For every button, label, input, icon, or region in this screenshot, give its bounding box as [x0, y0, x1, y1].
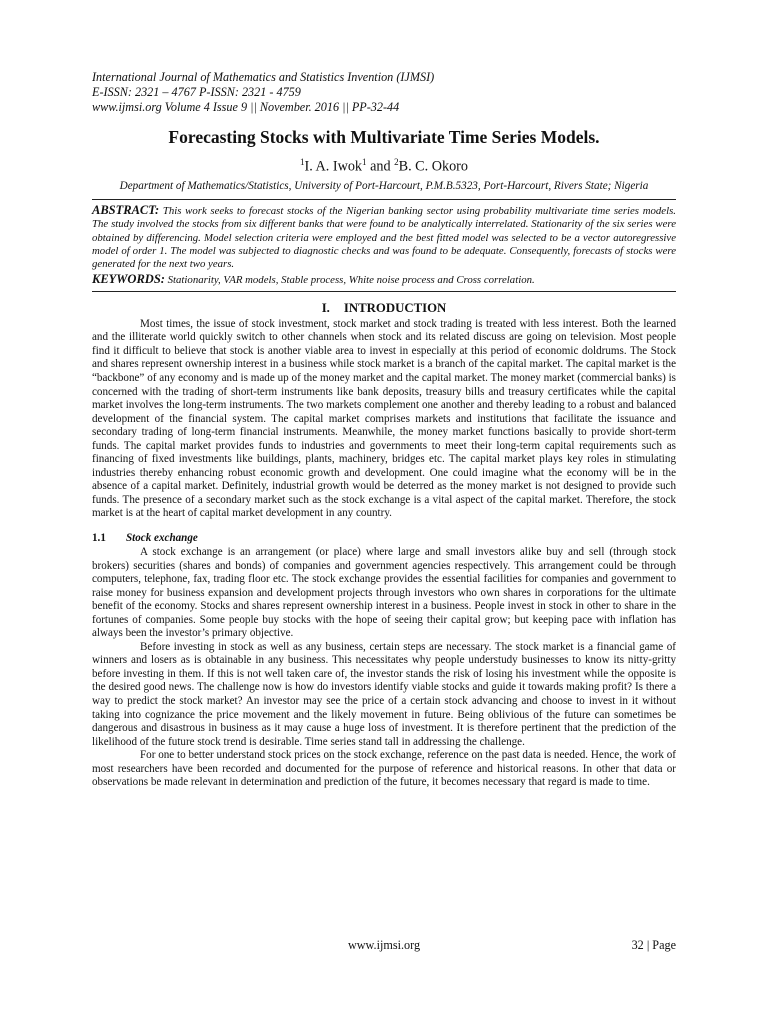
- subsection-title: Stock exchange: [126, 531, 198, 544]
- author1-name: I. A. Iwok: [304, 158, 363, 175]
- journal-volume: www.ijmsi.org Volume 4 Issue 9 || November. 2016 || PP-32-44: [92, 100, 400, 114]
- journal-issn: E-ISSN: 2321 – 4767 P-ISSN: 2321 - 4759: [92, 85, 301, 99]
- footer-url: www.ijmsi.org: [347, 938, 421, 952]
- paper-title: Forecasting Stocks with Multivariate Time Series Models.: [168, 127, 600, 147]
- stock-exchange-paragraph-2: Before investing in stock as well as any business, certain steps are necessary. The stock market is a financial game of winners and losers as is obtainable in any business. This necessitates why people understudy businesses to know its nitty-gritty before investing in them. If this is not well taken care of, the investor stands the risk of losing his investment while the opposite is the desired good news. The challenge now is how do investors identify viable stocks and guide it towards making profit? Is there a way to predict the stock market? An investor may see the price of a certain stock advancing and choose to invest in it without taking into cognizance the price movement and the likely movement in future. Being oblivious of the future can sometimes be dangerous and disastrous in business as it may cause a huge loss of investment. It is therefore pertinent that the prediction of the likelihood of the future stock trend is desirable. Time series stand tall in addressing the challenge.: [92, 640, 676, 748]
- keywords-text: Stationarity, VAR models, Stable process, White noise process and Cross correlation.: [164, 273, 535, 286]
- keywords-label: KEYWORDS:: [92, 271, 165, 286]
- page-footer: [92, 938, 676, 958]
- stock-exchange-paragraph-1: A stock exchange is an arrangement (or place) where large and small investors alike buy and sell (through stock brokers) securities (shares and bonds) of companies and government agencies respectively. This arrangement could be through computers, telephone, fax, trading floor etc. The stock exchange provides the essential facilities for companies and government to raise money for business expansion and development projects through investors who own shares in corporations for the ultimate benefit of the economy. Stocks and shares represent ownership interest in a business. People invest in stock in other to share in the fortunes of companies. Some people buy stocks with the hope of seeing their capital grow; but keeping pace with inflation has always been the investor’s primary objective.: [92, 545, 676, 640]
- author2-name: B. C. Okoro: [398, 158, 468, 175]
- section-heading-introduction: [92, 301, 676, 316]
- intro-paragraph: Most times, the issue of stock investment, stock market and stock trading is treated with less interest. Both the learned and the illiterate world quickly switch to other channels when stock and its related discuss are going on television. Most people find it difficult to believe that stock is another viable area to invest in especially at this period of economic doldrums. The Stock and shares represent ownership interest in a business while stock market is a branch of the capital market. The capital market is the “backbone” of any economy and is made up of the money market and the capital market. The money market (commercial banks) is concerned with the trading of short-term instruments like bank deposits, treasury bills and treasury certificates while the capital market involves the long-term instruments. The two markets complement one another and thereby leading to a robust and balanced development of the financial system. The capital market comprises markets and institutions that facilitate the issuance and secondary trading of long-term financial instruments. Meanwhile, the money market functions basically to provide short-term funds. The capital market provides funds to industries and governments to meet their long-term capital requirements such as financing of fixed investments like buildings, plants, machinery, bridges etc. The capital market plays key roles in stimulating industries thereby enhancing robust economic growth and development. One could imagine what the economy will be in the absence of a capital market. Definitely, industrial growth would be deterred as the money market is not designed to provide such funds. The presence of a secondary market such as the stock exchange is a vital aspect of the capital market. Therefore, the stock market is at the heart of capital market development in any country.: [92, 317, 676, 520]
- section-number: I.: [321, 300, 330, 315]
- abstract-text: This work seeks to forecast stocks of the Nigerian banking sector using probability multivariate time series models. The study involved the stocks from six different banks that were found to be analytically interrelated. Stationarity of the six series were obtained by differencing. Model selection criteria were employed and the best fitted model was selected to be a vector autoregressive model of order 1. The model was subjected to diagnostic checks and was found to be adequate. Consequently, forecasts of stocks were generated for the next two years.: [92, 204, 676, 271]
- author1-sup2: 1: [362, 157, 367, 167]
- abstract-label: ABSTRACT:: [92, 202, 160, 217]
- paper-page: [92, 70, 676, 790]
- author1-sup: 1: [299, 157, 305, 167]
- abstract-top-rule: [92, 199, 676, 200]
- keywords: [92, 272, 676, 287]
- abstract-bottom-rule: [92, 291, 676, 292]
- subsection-number: 1.1: [92, 531, 106, 544]
- abstract: [92, 204, 676, 272]
- author2-sup: 2: [394, 157, 399, 167]
- journal-name: International Journal of Mathematics and Statistics Invention (IJMSI): [92, 70, 435, 84]
- page-number: 32 | Page: [631, 938, 676, 952]
- author-line: [92, 157, 676, 176]
- stock-exchange-paragraph-3: For one to better understand stock prices on the stock exchange, reference on the past data is needed. Hence, the work of most researchers have been recorded and documented for the purpose of reference and historical reasons. In other that data or observations be made relevant in determination and prediction of the future, it becomes necessary that regard is made to time.: [92, 749, 676, 789]
- affiliation: Department of Mathematics/Statistics, University of Port-Harcourt, P.M.B.5323, Port-Harcourt, Rivers State; Nigeria: [119, 179, 649, 192]
- author-and: and: [366, 158, 395, 175]
- subsection-heading-stock-exchange: [92, 532, 676, 544]
- section-title: INTRODUCTION: [343, 300, 447, 315]
